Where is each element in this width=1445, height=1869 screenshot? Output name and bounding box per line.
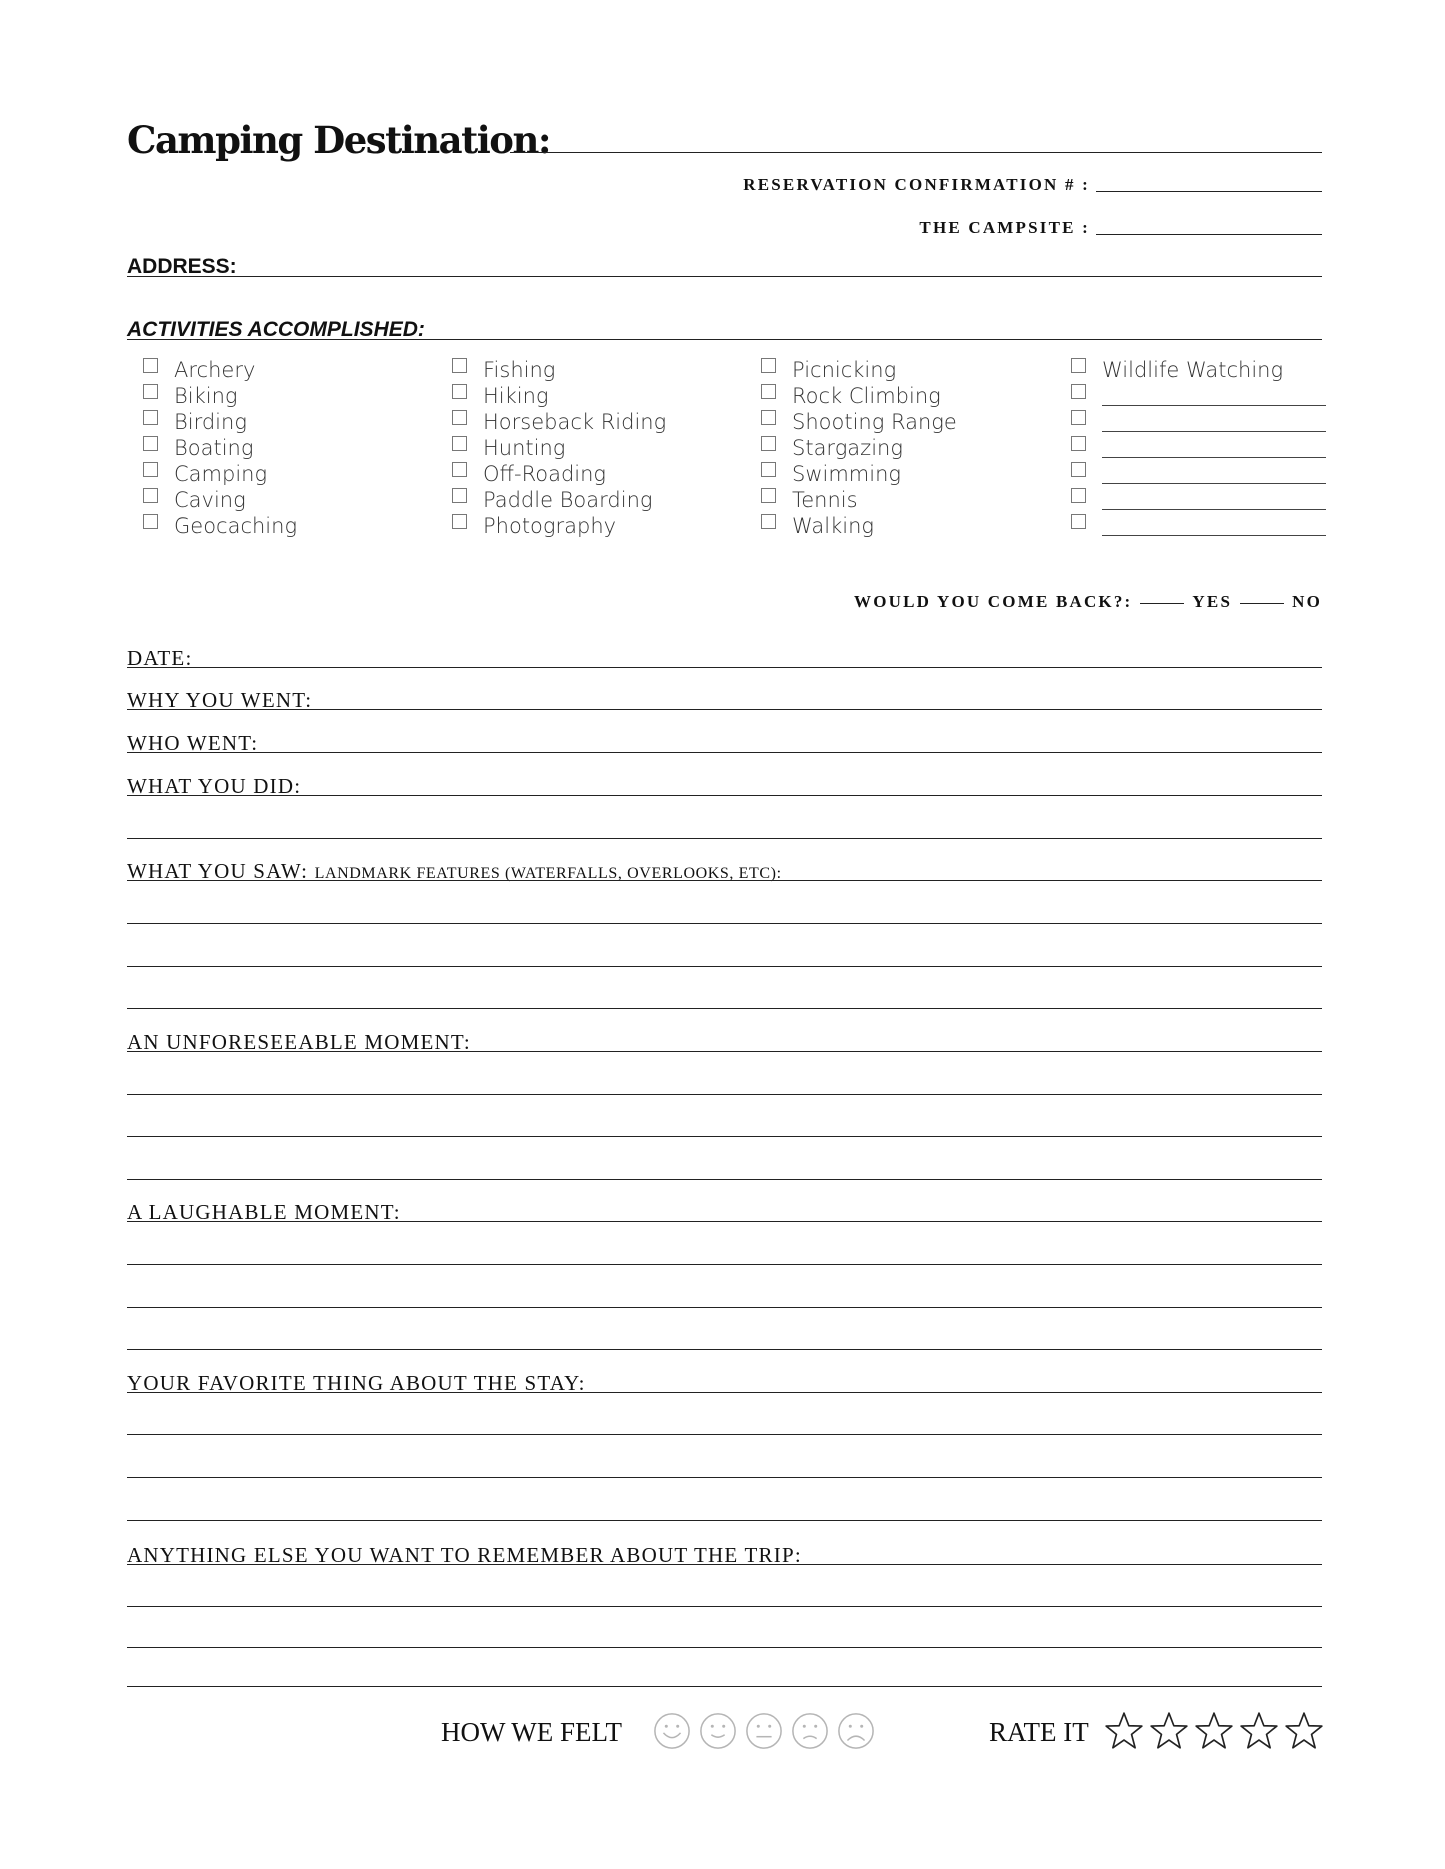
why-label: WHY YOU WENT: [127,688,313,712]
checkbox[interactable] [143,462,158,477]
checkbox[interactable] [143,488,158,503]
activity-shooting-range[interactable] [761,409,957,435]
activity-label: Walking [792,514,875,538]
checkbox[interactable] [761,514,776,529]
activity-stargazing[interactable] [761,435,957,461]
checkbox[interactable] [1071,488,1086,503]
activity-caving[interactable] [143,487,297,513]
writing-line[interactable] [127,838,1322,839]
how-we-felt-label: HOW WE FELT [441,1717,622,1747]
writing-line[interactable] [127,1264,1322,1265]
activity-wildlife-watching[interactable] [1071,357,1326,383]
activity-custom[interactable] [1071,409,1326,435]
checkbox[interactable] [761,384,776,399]
checkbox[interactable] [452,462,467,477]
checkbox[interactable] [1071,358,1086,373]
anything-else-label: ANYTHING ELSE YOU WANT TO REMEMBER ABOUT THE TRIP: [127,1543,802,1567]
writing-line[interactable] [127,667,1322,668]
checkbox[interactable] [452,410,467,425]
activity-hiking[interactable] [452,383,666,409]
star-icon[interactable] [1238,1710,1280,1752]
activity-label: Rock Climbing [792,384,941,408]
checkbox[interactable] [1071,410,1086,425]
checkbox[interactable] [761,358,776,373]
activity-label: Geocaching [174,514,298,538]
activity-label: Horseback Riding [483,410,667,434]
writing-line[interactable] [127,709,1322,710]
activity-custom[interactable] [1071,383,1326,409]
writing-line[interactable] [127,1686,1322,1687]
activity-label: Shooting Range [792,410,957,434]
what-did-label: WHAT YOU DID: [127,774,302,798]
activities-column-2 [452,357,666,539]
custom-activity-line[interactable] [1102,443,1326,458]
writing-line[interactable] [127,1136,1322,1137]
activity-custom[interactable] [1071,513,1326,539]
activity-label: Paddle Boarding [483,488,653,512]
writing-line[interactable] [127,1221,1322,1222]
activities-label: ACTIVITIES ACCOMPLISHED: [127,318,425,341]
activity-label: Tennis [792,488,858,512]
checkbox[interactable] [1071,436,1086,451]
activity-fishing[interactable] [452,357,666,383]
writing-line[interactable] [127,1008,1322,1009]
custom-activity-line[interactable] [1102,469,1326,484]
address-label: ADDRESS: [127,255,237,278]
sad-face-icon[interactable] [791,1712,829,1750]
activity-horseback-riding[interactable] [452,409,666,435]
yes-label: YES [1192,592,1233,611]
activity-label: Biking [174,384,238,408]
activity-label: Fishing [483,358,556,382]
writing-line[interactable] [127,795,1322,796]
laughable-label: A LAUGHABLE MOMENT: [127,1200,401,1224]
checkbox[interactable] [761,410,776,425]
activity-off-roading[interactable] [452,461,666,487]
writing-line[interactable] [127,1477,1322,1478]
activity-picnicking[interactable] [761,357,957,383]
activities-column-3 [761,357,957,539]
activities-line [127,339,1322,340]
custom-activity-line[interactable] [1102,495,1326,510]
very-happy-face-icon[interactable] [653,1712,691,1750]
checkbox[interactable] [761,436,776,451]
activity-label: Hunting [483,436,566,460]
activity-birding[interactable] [143,409,297,435]
writing-line[interactable] [127,1434,1322,1435]
reservation-label: RESERVATION CONFIRMATION # : [743,175,1090,194]
activity-custom[interactable] [1071,461,1326,487]
activity-tennis[interactable] [761,487,957,513]
neutral-face-icon[interactable] [745,1712,783,1750]
checkbox[interactable] [143,358,158,373]
writing-line[interactable] [127,1647,1322,1648]
campsite-line[interactable] [1096,234,1322,235]
activity-photography[interactable] [452,513,666,539]
activities-column-4 [1071,357,1326,539]
writing-line[interactable] [127,1051,1322,1052]
activity-geocaching[interactable] [143,513,297,539]
very-sad-face-icon[interactable] [837,1712,875,1750]
checkbox[interactable] [452,384,467,399]
activity-label: Boating [174,436,254,460]
star-icon[interactable] [1148,1710,1190,1752]
custom-activity-line[interactable] [1102,391,1326,406]
checkbox[interactable] [1071,462,1086,477]
checkbox[interactable] [1071,514,1086,529]
activity-label: Off-Roading [483,462,607,486]
activity-paddle-boarding[interactable] [452,487,666,513]
activity-archery[interactable] [143,357,297,383]
activity-label: Swimming [792,462,901,486]
checkbox[interactable] [1071,384,1086,399]
activities-column-1 [143,357,297,539]
star-icon[interactable] [1103,1710,1145,1752]
checkbox[interactable] [143,436,158,451]
checkbox[interactable] [452,514,467,529]
activity-biking[interactable] [143,383,297,409]
writing-line[interactable] [127,1307,1322,1308]
campsite-label: THE CAMPSITE : [919,218,1090,237]
what-saw-sublabel: LANDMARK FEATURES (WATERFALLS, OVERLOOKS, ETC): [314,865,782,882]
activity-custom[interactable] [1071,435,1326,461]
activity-label: Camping [174,462,268,486]
writing-line[interactable] [127,1564,1322,1565]
writing-line[interactable] [127,1520,1322,1521]
custom-activity-line[interactable] [1102,417,1326,432]
checkbox[interactable] [761,462,776,477]
activity-label: Archery [174,358,256,382]
who-label: WHO WENT: [127,731,259,755]
writing-line[interactable] [127,966,1322,967]
checkbox[interactable] [452,358,467,373]
writing-line[interactable] [127,1349,1322,1350]
writing-line[interactable] [127,752,1322,753]
destination-line[interactable] [510,152,1322,153]
writing-line[interactable] [127,880,1322,881]
activity-boating[interactable] [143,435,297,461]
writing-line[interactable] [127,923,1322,924]
activity-label: Birding [174,410,247,434]
what-saw-text: WHAT YOU SAW: [127,859,309,883]
activity-label: Picnicking [792,358,897,382]
star-icon[interactable] [1193,1710,1235,1752]
address-line[interactable] [127,276,1322,277]
checkbox[interactable] [143,410,158,425]
activity-label: Caving [174,488,246,512]
activity-camping[interactable] [143,461,297,487]
star-icon[interactable] [1283,1710,1325,1752]
activity-hunting[interactable] [452,435,666,461]
writing-line[interactable] [127,1179,1322,1180]
activity-rock-climbing[interactable] [761,383,957,409]
no-blank[interactable] [1240,603,1284,604]
page-title: Camping Destination: [127,118,551,162]
checkbox[interactable] [143,514,158,529]
come-back-label: WOULD YOU COME BACK?: [854,592,1133,611]
checkbox[interactable] [452,436,467,451]
writing-line[interactable] [127,1094,1322,1095]
checkbox[interactable] [452,488,467,503]
activity-walking[interactable] [761,513,957,539]
yes-blank[interactable] [1140,603,1184,604]
date-label: DATE: [127,646,193,670]
unforeseeable-label: AN UNFORESEEABLE MOMENT: [127,1030,471,1054]
come-back-row [854,592,1322,612]
writing-line[interactable] [127,1392,1322,1393]
activity-label: Wildlife Watching [1102,358,1284,382]
writing-line[interactable] [127,1606,1322,1607]
custom-activity-line[interactable] [1102,521,1326,536]
favorite-label: YOUR FAVORITE THING ABOUT THE STAY: [127,1371,586,1395]
activity-custom[interactable] [1071,487,1326,513]
checkbox[interactable] [143,384,158,399]
rate-it-label: RATE IT [989,1717,1089,1747]
checkbox[interactable] [761,488,776,503]
activity-label: Hiking [483,384,549,408]
no-label: NO [1292,592,1322,611]
happy-face-icon[interactable] [699,1712,737,1750]
activity-label: Photography [483,514,617,538]
activity-label: Stargazing [792,436,903,460]
reservation-line[interactable] [1096,191,1322,192]
activity-swimming[interactable] [761,461,957,487]
